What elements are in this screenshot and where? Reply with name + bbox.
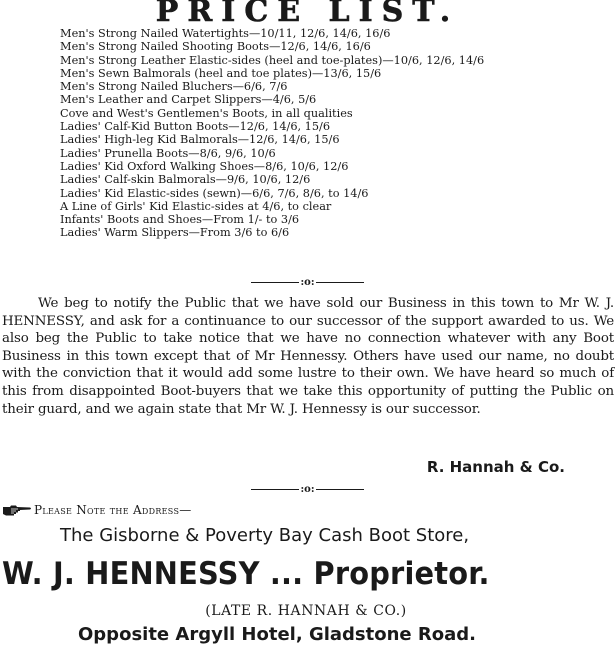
pointing-hand-icon — [2, 504, 32, 517]
list-item: Men's Leather and Carpet Slippers—4/6, 5/6 — [60, 93, 317, 107]
divider-rule — [316, 282, 364, 283]
list-item: Men's Strong Nailed Watertights—10/11, 12/6, 14/6, 16/6 — [60, 27, 391, 40]
store-location: Opposite Argyll Hotel, Gladstone Road. — [78, 624, 476, 645]
list-item: Men's Strong Nailed Bluchers—6/6, 7/6 — [60, 80, 288, 94]
list-item: Men's Strong Leather Elastic-sides (heel and toe-plates)—10/6, 12/6, 14/6 — [60, 53, 485, 67]
section-divider — [0, 277, 615, 288]
proprietor-line: W. J. HENNESSY ... Proprietor. — [2, 556, 490, 592]
address-note-text: Please Note the Address— — [34, 503, 192, 517]
list-item: Ladies' Kid Oxford Walking Shoes—8/6, 10/6, 12/6 — [60, 159, 349, 173]
list-item: Men's Sewn Balmorals (heel and toe plates)—13/6, 15/6 — [60, 66, 382, 80]
section-divider — [0, 484, 615, 495]
divider-ornament: :o: — [300, 277, 315, 288]
list-item: Ladies' High-leg Kid Balmorals—12/6, 14/6, 15/6 — [60, 133, 340, 147]
list-item: Ladies' Kid Elastic-sides (sewn)—6/6, 7/6, 8/6, to 14/6 — [60, 186, 369, 200]
list-item: Ladies' Calf-skin Balmorals—9/6, 10/6, 12/6 — [60, 173, 311, 187]
former-owner-line: (LATE R. HANNAH & CO.) — [205, 603, 407, 619]
store-name: The Gisborne & Poverty Bay Cash Boot Store, — [60, 525, 470, 546]
list-item: Ladies' Warm Slippers—From 3/6 to 6/6 — [60, 226, 290, 240]
signature: R. Hannah & Co. — [426, 458, 565, 476]
price-list — [60, 27, 610, 240]
divider-ornament: :o: — [300, 484, 315, 495]
notice-paragraph: We beg to notify the Public that we have sold our Business in this town to Mr W. J. HENNESSY, and ask for a continuance to our successor of the support awarded to us. We also beg the Public to take notice that we have no connection whatever with any Boot Business in this town except that of Mr Hennessy. Others have used our name, no doubt with the conviction that it would add some lustre to their own. We have heard so much of this from disappointed Boot-buyers that we take this opportunity of putting the Public on their guard, and we again state that Mr W. J. Hennessy is our successor. — [2, 296, 614, 417]
list-item: Cove and West's Gentlemen's Boots, in all qualities — [60, 106, 353, 120]
list-item: A Line of Girls' Kid Elastic-sides at 4/6, to clear — [60, 199, 332, 213]
divider-rule — [251, 489, 299, 490]
divider-rule — [316, 489, 364, 490]
list-item: Men's Strong Nailed Shooting Boots—12/6, 14/6, 16/6 — [60, 40, 371, 54]
list-item: Ladies' Calf-Kid Button Boots—12/6, 14/6, 15/6 — [60, 120, 331, 134]
divider-rule — [251, 282, 299, 283]
address-note — [2, 503, 192, 517]
list-item: Infants' Boots and Shoes—From 1/- to 3/6 — [60, 213, 300, 227]
list-item: Ladies' Prunella Boots—8/6, 9/6, 10/6 — [60, 146, 276, 160]
price-list-title: PRICE LIST. — [155, 0, 460, 29]
